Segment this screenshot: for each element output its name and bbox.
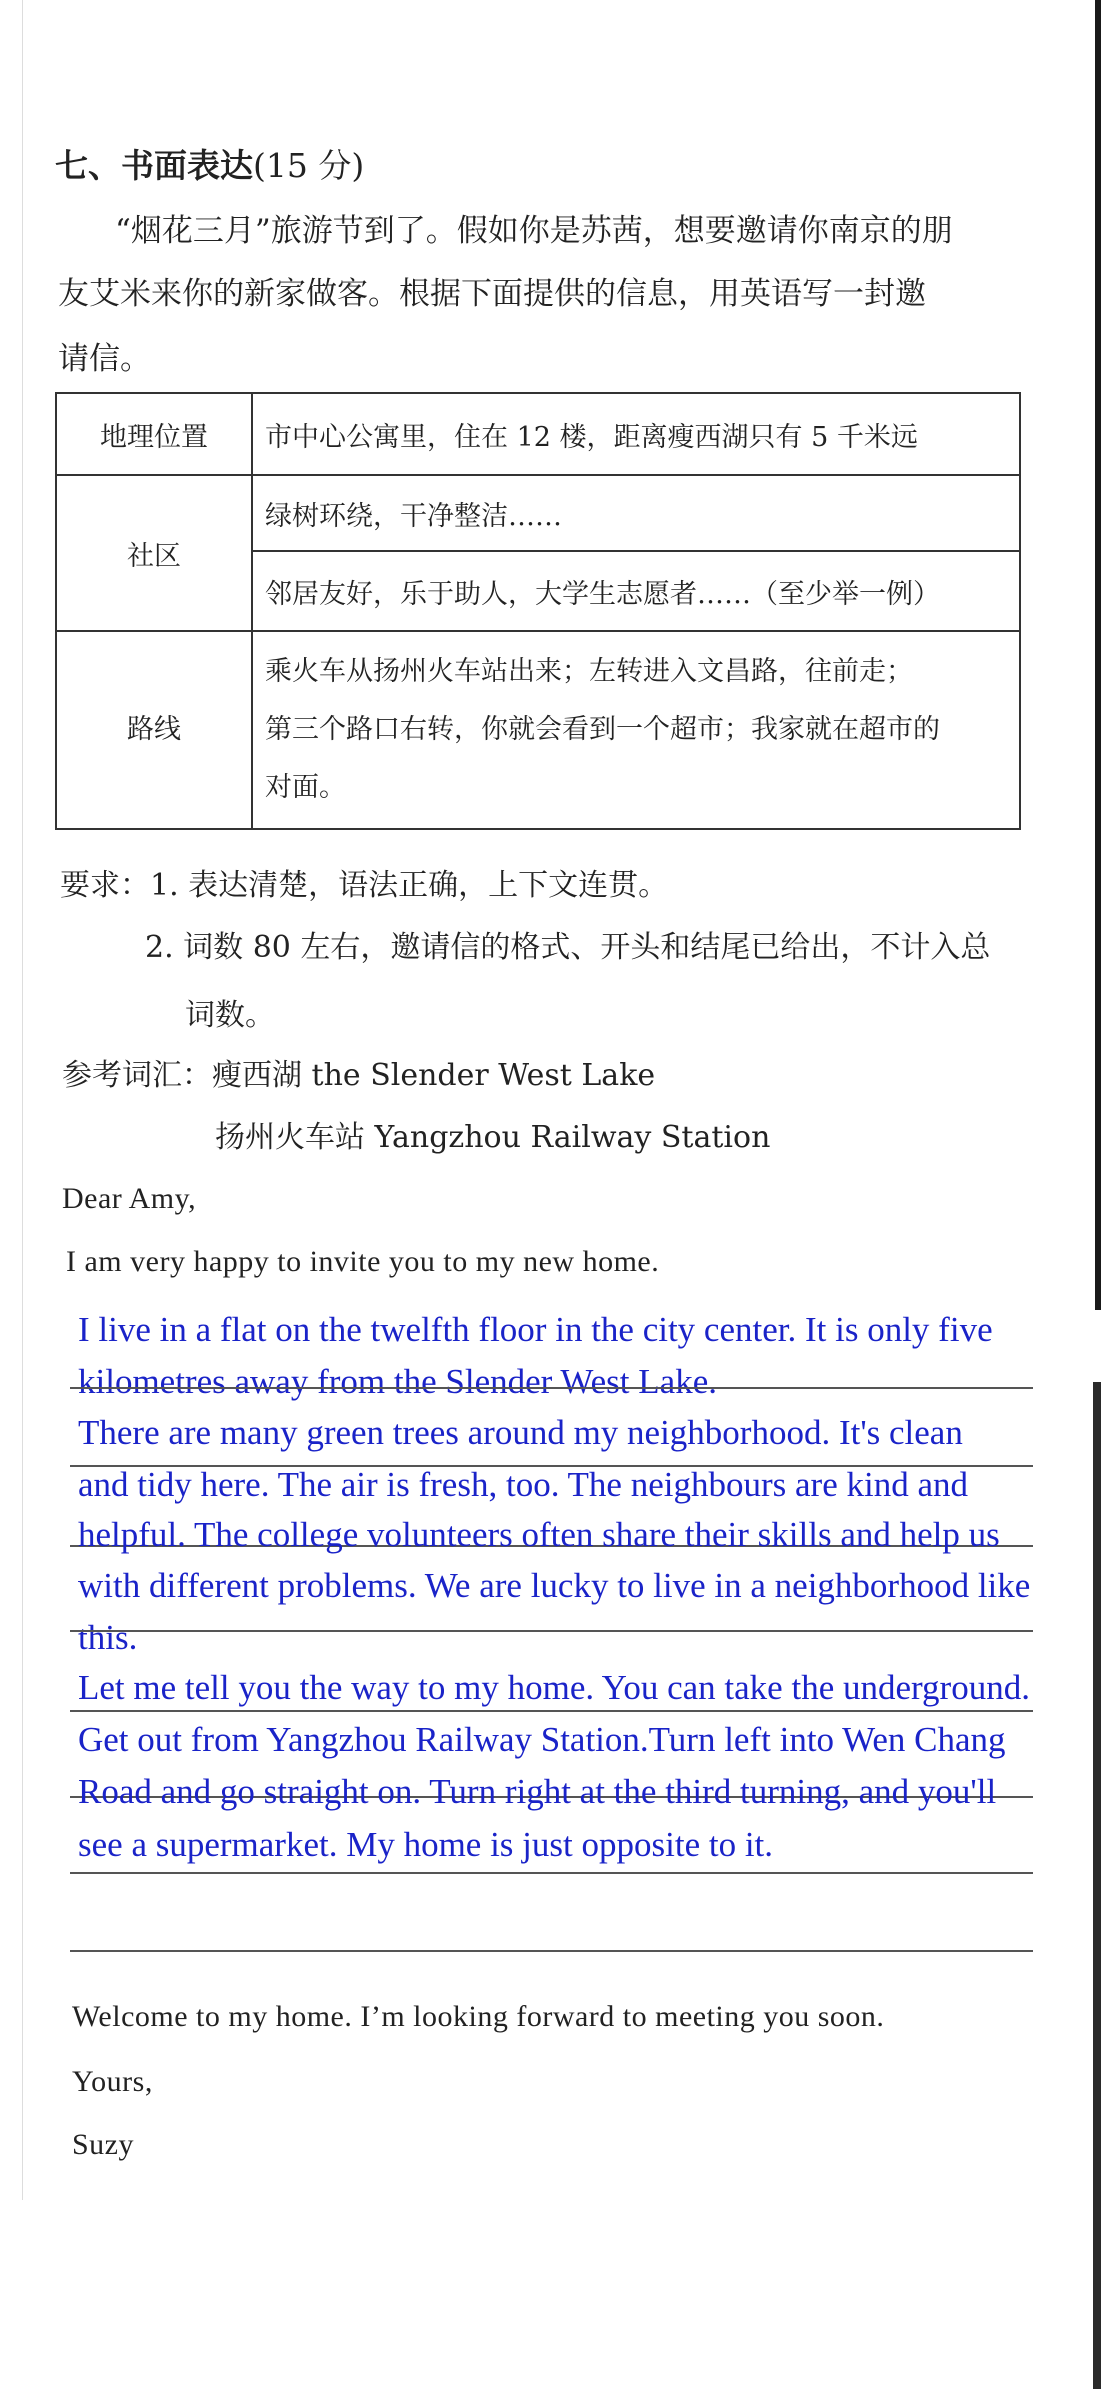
prompt-line-3: 请信。 bbox=[58, 341, 151, 377]
letter-closing: Welcome to my home. I’m looking forward to meeting you soon. bbox=[72, 2000, 885, 2033]
table-row bbox=[56, 393, 1020, 475]
handwritten-line: and tidy here. The air is fresh, too. The neighbours are kind and bbox=[78, 1465, 968, 1504]
handwritten-line: with different problems. We are lucky to live in a neighborhood like bbox=[78, 1566, 1031, 1605]
vocab-line-2: 扬州火车站 Yangzhou Railway Station bbox=[215, 1120, 771, 1155]
requirement-2-line-2: 词数。 bbox=[185, 998, 275, 1033]
route-line-3: 对面。 bbox=[265, 772, 346, 803]
requirement-2-line-1: 2. 词数 80 左右，邀请信的格式、开头和结尾已给出，不计入总 bbox=[145, 930, 991, 965]
prompt-line-2: 友艾米来你的新家做客。根据下面提供的信息，用英语写一封邀 bbox=[58, 276, 926, 312]
letter-greeting: Dear Amy, bbox=[62, 1182, 197, 1215]
answer-rule bbox=[70, 1387, 1033, 1389]
section-heading bbox=[55, 140, 364, 187]
page-edge-dark bbox=[1095, 0, 1101, 1310]
handwritten-line: kilometres away from the Slender West Lake. bbox=[78, 1362, 717, 1401]
community-value-1: 绿树环绕，干净整洁…… bbox=[252, 475, 1020, 551]
section-title: 七、书面表达 bbox=[55, 146, 253, 185]
community-value-2: 邻居友好，乐于助人，大学生志愿者……（至少举一例） bbox=[252, 551, 1020, 631]
route-label: 路线 bbox=[56, 631, 252, 829]
table-row bbox=[56, 475, 1020, 551]
handwritten-line: see a supermarket. My home is just opposite to it. bbox=[78, 1825, 774, 1864]
answer-rule bbox=[70, 1630, 1033, 1632]
prompt-line-1: “烟花三月”旅游节到了。假如你是苏茜，想要邀请你南京的朋 bbox=[115, 213, 953, 249]
letter-signoff: Yours, bbox=[72, 2065, 153, 2098]
route-value bbox=[252, 631, 1020, 829]
location-label: 地理位置 bbox=[56, 393, 252, 475]
table-row bbox=[56, 631, 1020, 829]
handwritten-line: helpful. The college volunteers often share their skills and help us bbox=[78, 1515, 1000, 1554]
letter-signature: Suzy bbox=[72, 2128, 134, 2161]
handwritten-line: Get out from Yangzhou Railway Station.Turn left into Wen Chang bbox=[78, 1720, 1006, 1759]
answer-rule bbox=[70, 1710, 1033, 1712]
location-value: 市中心公寓里，住在 12 楼，距离瘦西湖只有 5 千米远 bbox=[252, 393, 1020, 475]
answer-rule bbox=[70, 1872, 1033, 1874]
handwritten-line: Let me tell you the way to my home. You can take the underground. bbox=[78, 1668, 1030, 1707]
section-points: (15 分) bbox=[253, 146, 365, 185]
handwritten-line: this. bbox=[78, 1618, 138, 1657]
route-line-1: 乘火车从扬州火车站出来；左转进入文昌路，往前走； bbox=[265, 656, 913, 687]
requirements-label bbox=[60, 860, 668, 904]
requirement-1: 1. 表达清楚，语法正确，上下文连贯。 bbox=[150, 868, 669, 903]
info-table bbox=[55, 392, 1021, 830]
vocab-line-1: 参考词汇：瘦西湖 the Slender West Lake bbox=[62, 1058, 656, 1093]
answer-rule bbox=[70, 1950, 1033, 1952]
letter-opening: I am very happy to invite you to my new home. bbox=[66, 1245, 660, 1278]
page-edge-shadow bbox=[22, 0, 23, 2200]
route-line-2: 第三个路口右转，你就会看到一个超市；我家就在超市的 bbox=[265, 714, 940, 745]
requirements-label-text: 要求： bbox=[60, 868, 150, 903]
page-edge-dark-lower bbox=[1093, 1382, 1101, 2389]
handwritten-line: I live in a flat on the twelfth floor in the city center. It is only five bbox=[78, 1310, 993, 1349]
handwritten-line: Road and go straight on. Turn right at the third turning, and you'll bbox=[78, 1772, 997, 1811]
community-label: 社区 bbox=[56, 475, 252, 631]
handwritten-line: There are many green trees around my neighborhood. It's clean bbox=[78, 1413, 963, 1452]
